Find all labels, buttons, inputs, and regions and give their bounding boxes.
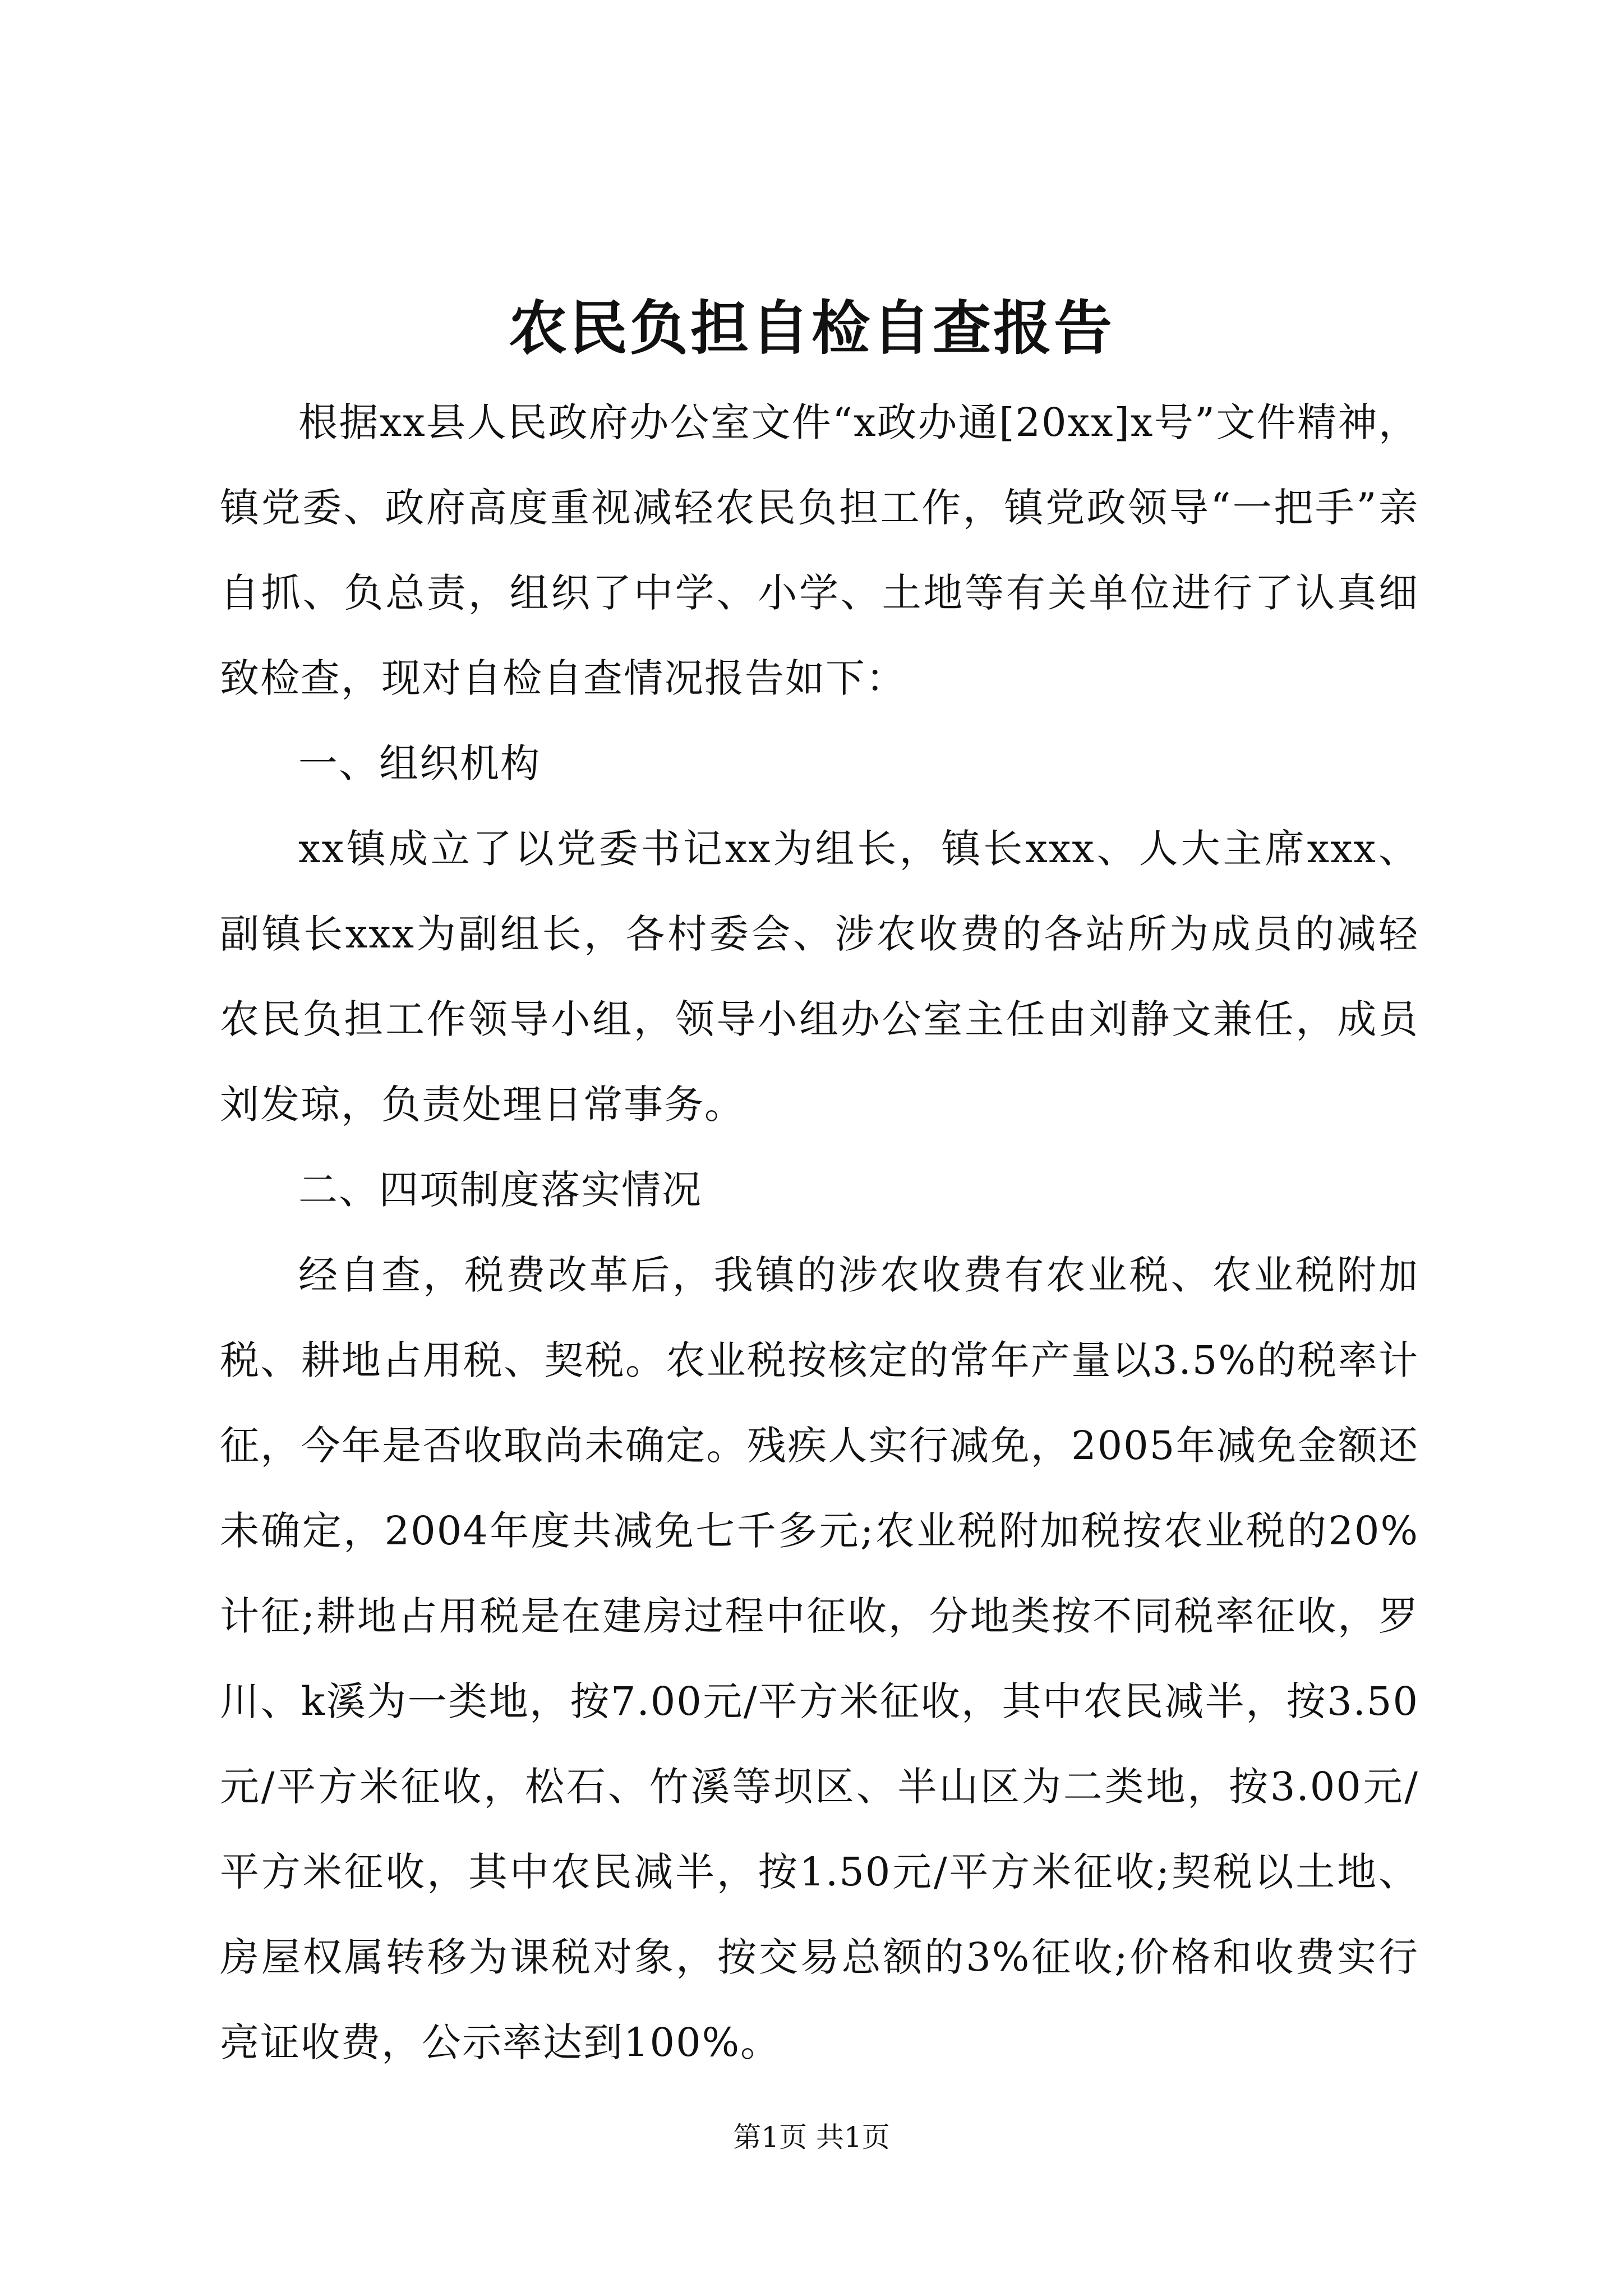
page-footer xyxy=(0,2118,1623,2157)
section-heading-four-systems: 二、四项制度落实情况 xyxy=(298,1167,702,1213)
section-heading-organization: 一、组织机构 xyxy=(298,740,541,786)
page-number-label: 第1页 共1页 xyxy=(733,2121,890,2154)
document-body xyxy=(220,380,1419,2085)
organization-paragraph: xx镇成立了以党委书记xx为组长，镇长xxx、人大主席xxx、副镇长xxx为副组长，各村委会、涉农收费的各站所为成员的减轻农民负担工作领导小组，领导小组办公室主任由刘静文兼任，成员刘发琼，负责处理日常事务。 xyxy=(220,826,1419,1128)
intro-paragraph: 根据xx县人民政府办公室文件“x政办通[20xx]x号”文件精神，镇党委、政府高度重视减轻农民负担工作，镇党政领导“一把手”亲自抓、负总责，组织了中学、小学、土地等有关单位进行了认真细致检查，现对自检自查情况报告如下： xyxy=(220,399,1419,701)
document-title: 农民负担自检自查报告 xyxy=(508,293,1114,362)
four-systems-paragraph: 经自查，税费改革后，我镇的涉农收费有农业税、农业税附加税、耕地占用税、契税。农业税按核定的常年产量以3.5%的税率计征，今年是否收取尚未确定。残疾人实行减免，2005年减免金额还未确定，2004年度共减免七千多元;农业税附加税按农业税的20%计征;耕地占用税是在建房过程中征收，分地类按不同税率征收，罗川、k溪为一类地，按7.00元/平方米征收，其中农民减半，按3.50元/平方米征收，松石、竹溪等坝区、半山区为二类地，按3.00元/平方米征收，其中农民减半，按1.50元/平方米征收;契税以土地、房屋权属转移为课税对象，按交易总额的3%征收;价格和收费实行亮证收费，公示率达到100%。 xyxy=(220,1252,1419,2065)
